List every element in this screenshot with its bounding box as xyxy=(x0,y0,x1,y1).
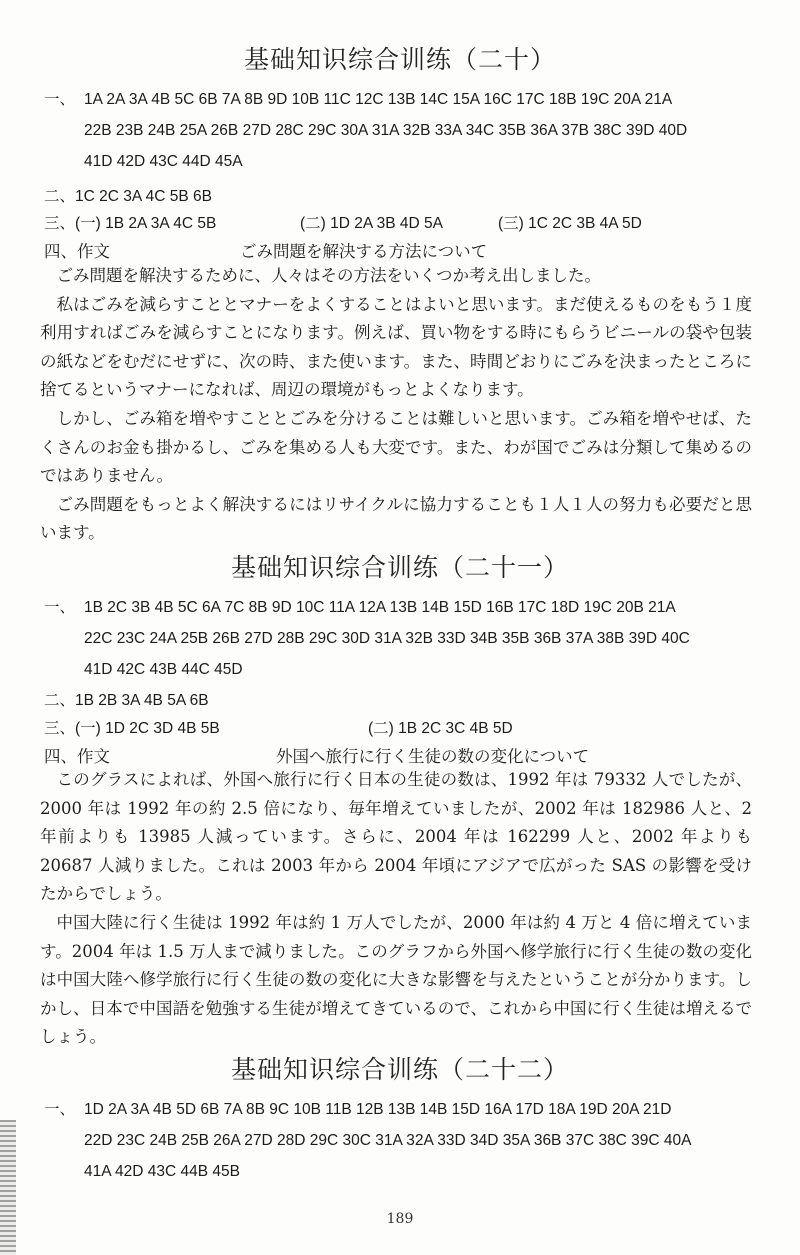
section22-part1-line1: 1D 2A 3A 4B 5D 6B 7A 8B 9C 10B 11B 12B 13B 14B 15D 16A 17D 18A 19D 20A 21D xyxy=(84,1101,672,1118)
section21-part1-line1: 1B 2C 3B 4B 5C 6A 7C 8B 9D 10C 11A 12A 13B 14B 15D 16B 17C 18D 19C 20B 21A xyxy=(84,599,676,616)
section20-part1-line1: 1A 2A 3A 4B 5C 6B 7A 8B 9D 10B 11C 12C 13B 14C 15A 16C 17C 18B 19C 20A 21A xyxy=(84,91,673,108)
section20-part3-a: 三、(一) 1B 2A 3A 4C 5B xyxy=(44,215,217,232)
section20-essay-paragraph: ごみ問題をもっとよく解決するにはリサイクルに協力することも１人１人の努力も必要だと思います。 xyxy=(40,494,752,543)
section22-part1-line3: 41A 42D 43C 44B 45B xyxy=(84,1163,240,1180)
page-number: 189 xyxy=(386,1211,414,1227)
section20-essay-paragraph: 私はごみを減らすこととマナーをよくすることはよいと思います。まだ使えるものをもう１度利用すればごみを減らすことになります。例えば、買い物をする時にもらうビニールの袋や包装の紙などをむだにせずに、次の時、また使います。また、時間どおりにごみを決まったところに捨てるというマナーになれば、周辺の環境がもっとよくなります。 xyxy=(40,294,752,400)
section22-title: 基础知识综合训练（二十二） xyxy=(230,1055,569,1084)
section21-part3-a: 三、(一) 1D 2C 3D 4B 5B xyxy=(44,720,220,737)
section21-essay-paragraph: 中国大陸に行く生徒は 1992 年は約 1 万人でしたが、2000 年は約 4 万と 4 倍に増えています。2004 年は 1.5 万人まで減りました。このグラフから外国へ修学旅行に行く生徒の数の変化は中国大陸へ修学旅行に行く生徒の数の変化に大きな影響を与えたということが分かります。しかし、日本で中国語を勉強する生徒が増えてきているので、これから中国に行く生徒は増えるでしょう。 xyxy=(40,912,752,1047)
section22-part1-line2: 22D 23C 24B 25B 26A 27D 28D 29C 30C 31A 32A 33D 34D 35A 36B 37C 38C 39C 40A xyxy=(84,1132,692,1149)
section21-title: 基础知识综合训练（二十一） xyxy=(230,553,569,582)
section20-part4-label: 四、作文 xyxy=(44,242,110,261)
section20-part3-c: (三) 1C 2C 3B 4A 5D xyxy=(498,215,642,232)
section20-part4-topic: ごみ問題を解決する方法について xyxy=(240,242,488,261)
section21-part1-line3: 41D 42C 43B 44C 45D xyxy=(84,661,243,678)
section20-essay-paragraph: しかし、ごみ箱を増やすこととごみを分けることは難しいと思います。ごみ箱を増やせば、たくさんのお金も掛かるし、ごみを集める人も大変です。また、わが国でごみは分類して集めるのではありません。 xyxy=(40,408,752,486)
section21-part4-topic: 外国へ旅行に行く生徒の数の変化について xyxy=(276,747,590,766)
section21-part4-label: 四、作文 xyxy=(44,747,110,766)
section20-part1 xyxy=(44,84,687,177)
section21-part1-line2: 22C 23C 24A 25B 26B 27D 28B 29C 30D 31A 32B 33D 34B 35B 36B 37A 38B 39D 40C xyxy=(84,630,690,647)
section21-essay-paragraph: このグラスによれば、外国へ旅行に行く日本の生徒の数は、1992 年は 79332 人でしたが、2000 年は 1992 年の約 2.5 倍になり、毎年増えていましたが、2002 年は 182986 人と、2 年前よりも 13985 人減っています。さらに、2004 年は 162299 人と、2002 年よりも 20687 人減りました。これは 2003 年から 2004 年頃にアジアで広がった SAS の影響を受けたからでしょう。 xyxy=(40,770,752,904)
section21-part2: 二、1B 2B 3A 4B 5A 6B xyxy=(44,692,209,709)
section20-part1-label: 一、 xyxy=(44,91,76,108)
section20-part1-line2: 22B 23B 24B 25A 26B 27D 28C 29C 30A 31A 32B 33A 34C 35B 36A 37B 38C 39D 40D xyxy=(84,122,688,139)
section22-part1-label: 一、 xyxy=(44,1101,76,1118)
section20-essay xyxy=(40,262,752,548)
section20-part3-b: (二) 1D 2A 3B 4D 5A xyxy=(300,215,444,232)
section21-part3-b: (二) 1B 2C 3C 4B 5D xyxy=(368,720,513,737)
section21-part1 xyxy=(44,592,690,685)
section22-part1 xyxy=(44,1094,692,1187)
section21-part1-label: 一、 xyxy=(44,599,76,616)
section20-title: 基础知识综合训练（二十） xyxy=(243,45,556,74)
section20-essay-paragraph: ごみ問題を解決するために、人々はその方法をいくつか考え出しました。 xyxy=(56,266,601,285)
section20-part2: 二、1C 2C 3A 4C 5B 6B xyxy=(44,188,212,205)
section21-essay xyxy=(40,766,752,1052)
section20-part1-line3: 41D 42D 43C 44D 45A xyxy=(84,153,243,170)
scan-edge-artifact xyxy=(0,1120,16,1255)
